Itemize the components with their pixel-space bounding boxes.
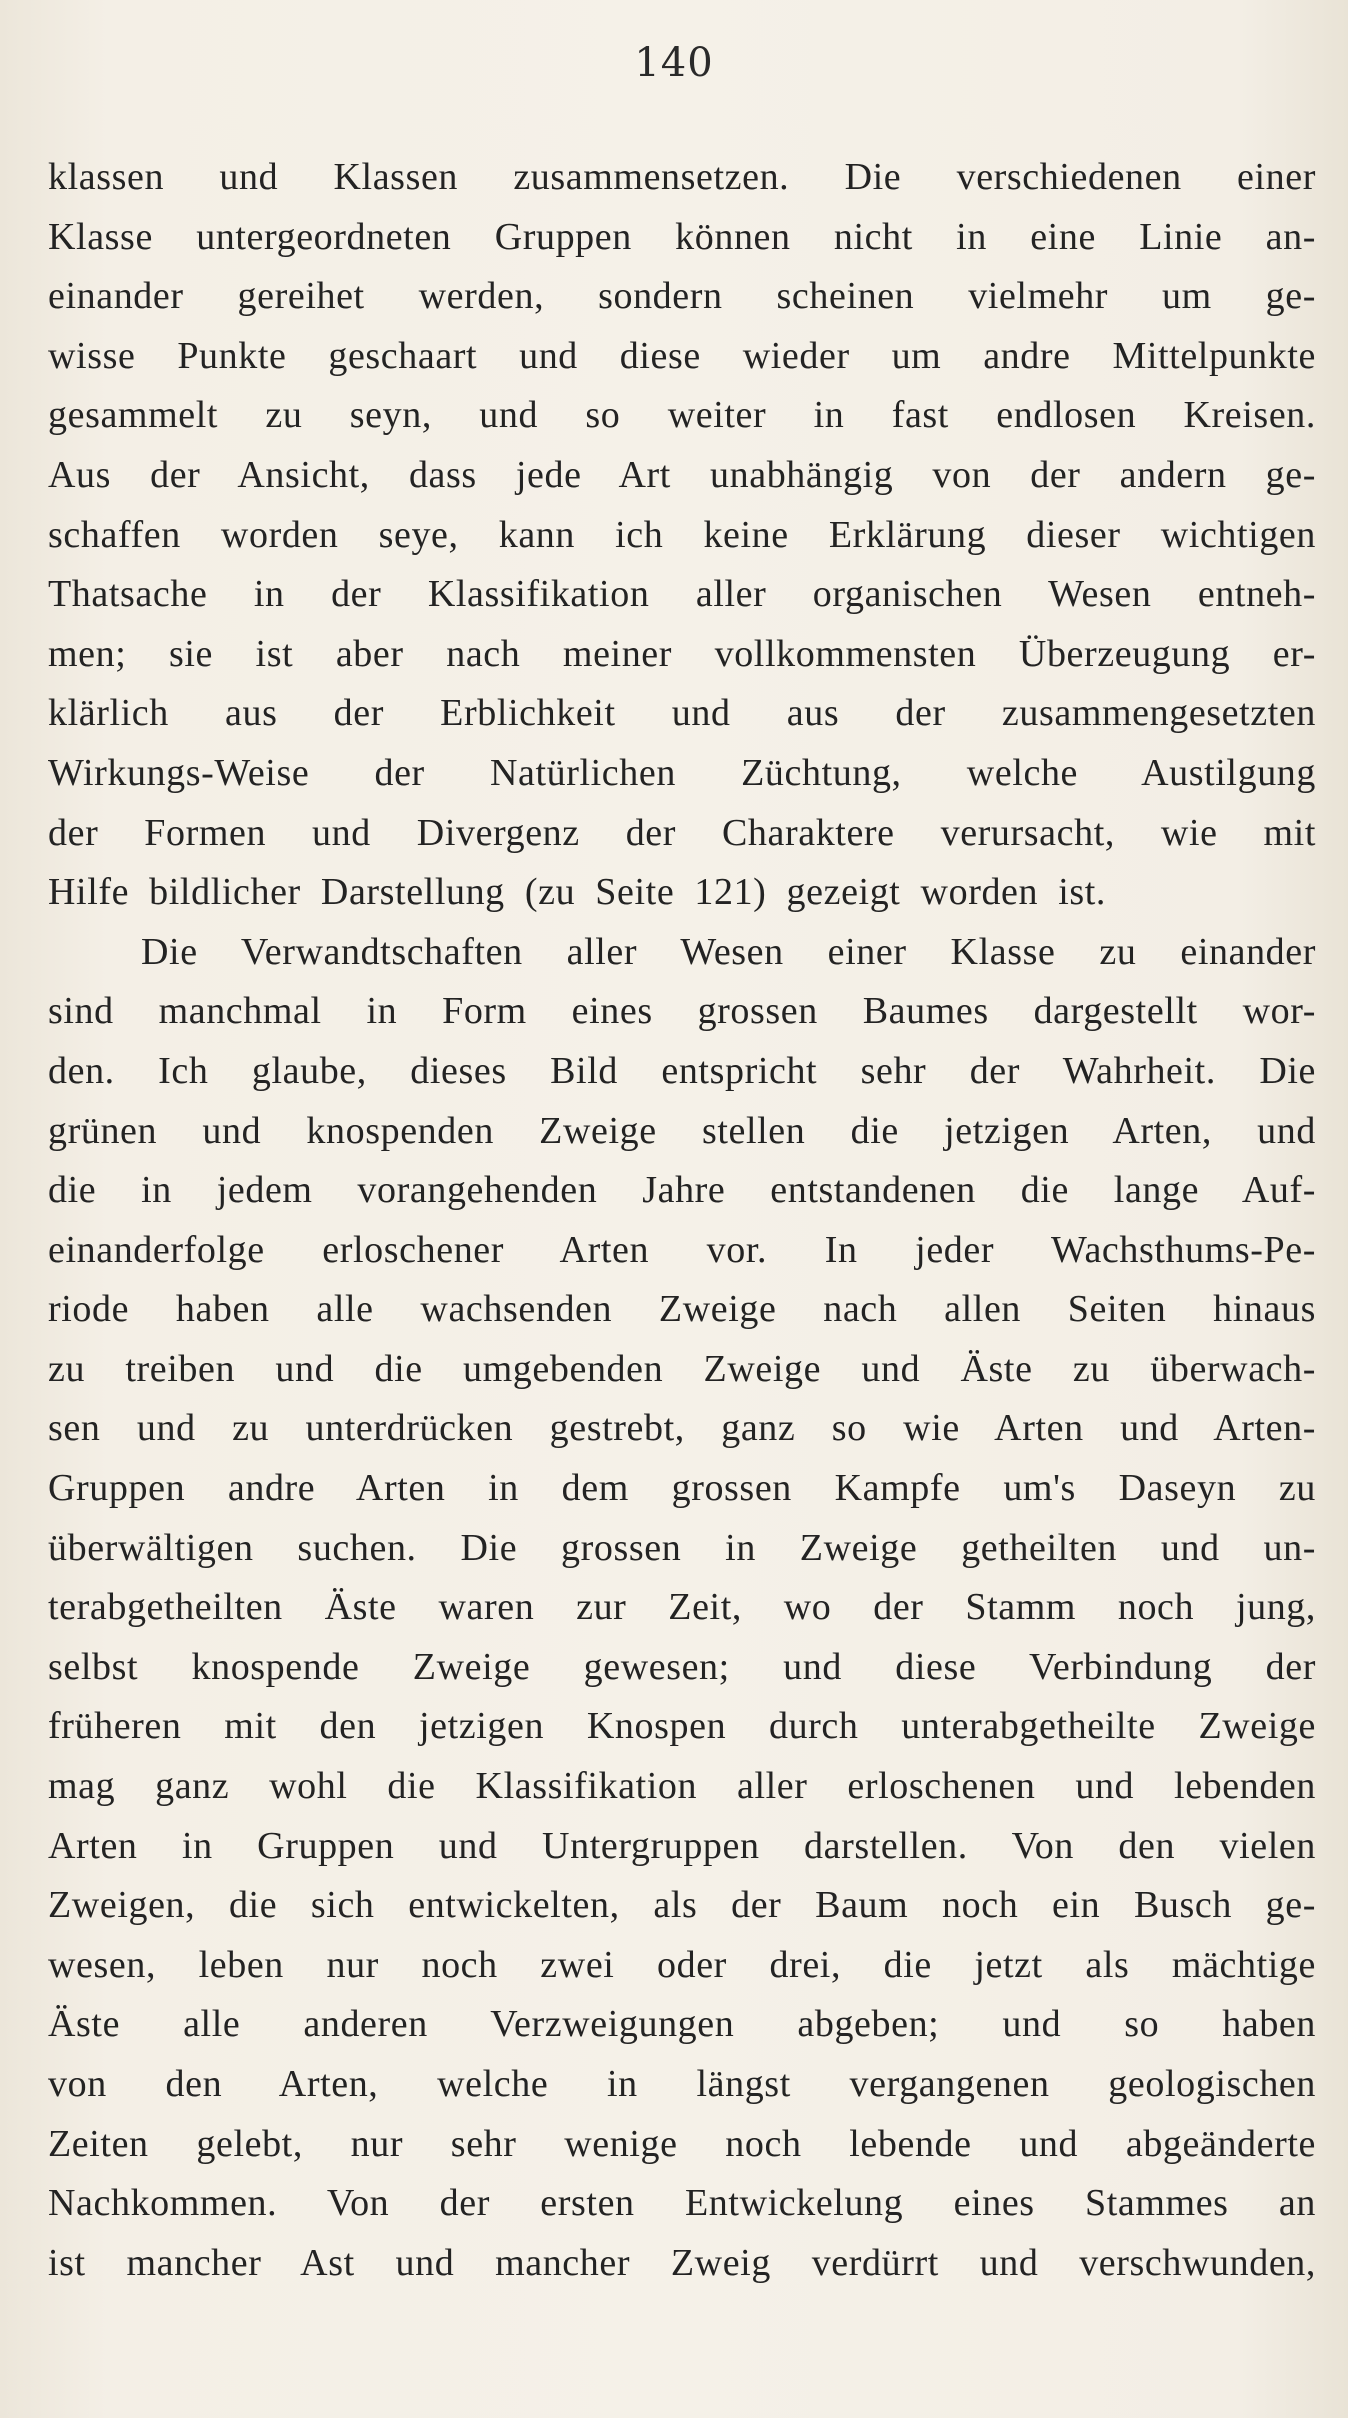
text-line: Arten in Gruppen und Untergruppen darstellen. Von den vielen: [48, 1824, 1316, 1867]
text-line: Wirkungs-Weise der Natürlichen Züchtung, welche Austilgung: [48, 751, 1316, 794]
text-line: terabgetheilten Äste waren zur Zeit, wo der Stamm noch jung,: [48, 1586, 1316, 1629]
text-line: sind manchmal in Form eines grossen Baumes dargestellt wor-: [48, 990, 1316, 1033]
text-line: Aus der Ansicht, dass jede Art unabhängig von der andern ge-: [48, 453, 1316, 496]
text-line: schaffen worden seye, kann ich keine Erklärung dieser wichtigen: [48, 513, 1316, 556]
text-line: zu treiben und die umgebenden Zweige und Äste zu überwach-: [48, 1347, 1316, 1390]
text-line: einanderfolge erloschener Arten vor. In jeder Wachsthums-Pe-: [48, 1228, 1316, 1271]
text-line: früheren mit den jetzigen Knospen durch unterabgetheilte Zweige: [48, 1705, 1316, 1748]
text-line: riode haben alle wachsenden Zweige nach allen Seiten hinaus: [48, 1288, 1316, 1331]
text-line: grünen und knospenden Zweige stellen die jetzigen Arten, und: [48, 1109, 1316, 1152]
text-line: gesammelt zu seyn, und so weiter in fast endlosen Kreisen.: [48, 394, 1316, 437]
text-line: men; sie ist aber nach meiner vollkommensten Überzeugung er-: [48, 632, 1316, 675]
text-line: Gruppen andre Arten in dem grossen Kampfe um's Daseyn zu: [48, 1467, 1316, 1510]
text-line: Zweigen, die sich entwickelten, als der Baum noch ein Busch ge-: [48, 1884, 1316, 1927]
text-line: überwältigen suchen. Die grossen in Zweige getheilten und un-: [48, 1526, 1316, 1569]
text-line: die in jedem vorangehenden Jahre entstandenen die lange Auf-: [48, 1169, 1316, 1212]
text-line: selbst knospende Zweige gewesen; und diese Verbindung der: [48, 1645, 1316, 1688]
text-line: von den Arten, welche in längst vergangenen geologischen: [48, 2063, 1316, 2105]
text-line: einander gereihet werden, sondern scheinen vielmehr um ge-: [48, 275, 1316, 318]
text-line: mag ganz wohl die Klassifikation aller erloschenen und lebenden: [48, 1765, 1316, 1808]
text-line: Äste alle anderen Verzweigungen abgeben; und so haben: [48, 2003, 1316, 2046]
text-line: Zeiten gelebt, nur sehr wenige noch lebende und abgeänderte: [48, 2122, 1316, 2165]
text-line: ist mancher Ast und mancher Zweig verdürrt und verschwunden,: [48, 2241, 1316, 2284]
text-line: wesen, leben nur noch zwei oder drei, die jetzt als mächtige: [48, 1943, 1316, 1986]
paragraph-last-line: Hilfe bildlicher Darstellung (zu Seite 121) gezeigt worden ist.: [48, 871, 1107, 914]
text-line: Klasse untergeordneten Gruppen können nicht in eine Linie an-: [48, 215, 1316, 258]
text-line: Thatsache in der Klassifikation aller organischen Wesen entneh-: [48, 573, 1316, 616]
text-line: sen und zu unterdrücken gestrebt, ganz so wie Arten und Arten-: [48, 1407, 1316, 1450]
text-line: wisse Punkte geschaart und diese wieder um andre Mittelpunkte: [48, 334, 1316, 377]
page-number: 140: [634, 40, 714, 86]
text-line: klärlich aus der Erblichkeit und aus der zusammengesetzten: [48, 692, 1316, 735]
paragraph-first-line: Die Verwandtschaften aller Wesen einer Klasse zu einander: [141, 930, 1316, 973]
text-line: der Formen und Divergenz der Charaktere verursacht, wie mit: [48, 811, 1316, 854]
text-line: klassen und Klassen zusammensetzen. Die verschiedenen einer: [48, 156, 1316, 198]
text-line: Nachkommen. Von der ersten Entwickelung eines Stammes an: [48, 2182, 1316, 2225]
body-text: [48, 148, 1316, 2293]
text-line: den. Ich glaube, dieses Bild entspricht sehr der Wahrheit. Die: [48, 1049, 1316, 1092]
